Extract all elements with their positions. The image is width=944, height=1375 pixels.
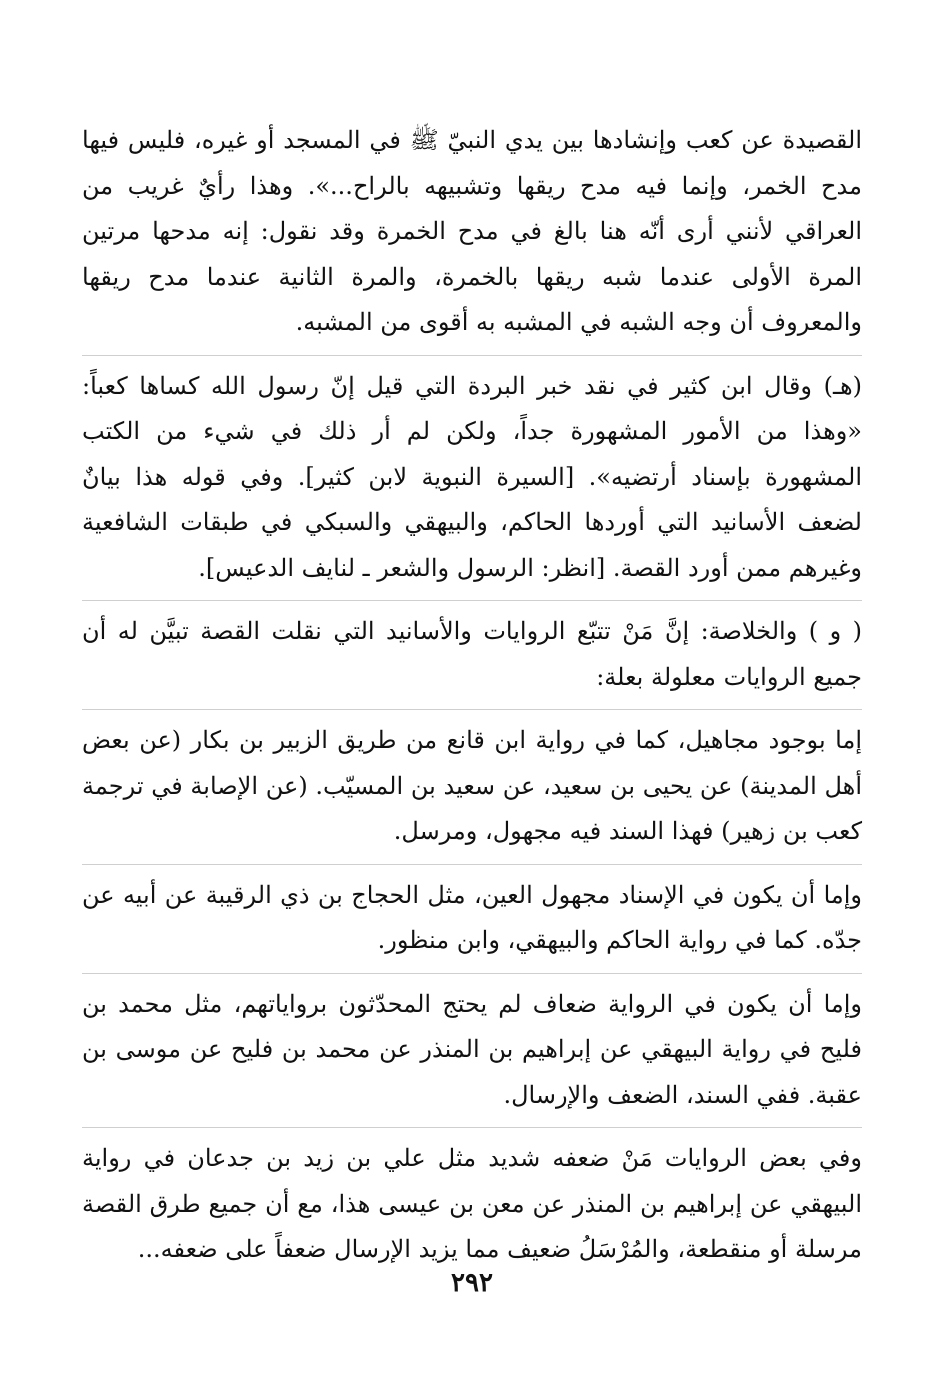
- paragraph-divider: [82, 973, 862, 974]
- paragraph-divider: [82, 864, 862, 865]
- paragraph-divider: [82, 355, 862, 356]
- paragraph-1: القصيدة عن كعب وإنشادها بين يدي النبيّ ﷺ في المسجد أو غيره، فليس فيها مدح الخمر، وإنما فيه مدح ريقها وتشبيهه بالراح...». وهذا رأيٌ غريب من العراقي لأنني أرى أنّه هنا بالغ في مدح الخمرة وقد نقول: إنه مدحها مرتين المرة الأولى عندما شبه ريقها بالخمرة، والمرة الثانية عندما مدح ريقها والمعروف أن وجه الشبه في المشبه به أقوى من المشبه.: [82, 126, 863, 336]
- page-number: ٢٩٢: [451, 1268, 493, 1298]
- paragraph-3: ( و ) والخلاصة: إنَّ مَنْ تتبّع الروايات والأسانيد التي نقلت القصة تبيَّن له أن جميع الروايات معلولة بعلة:: [82, 617, 862, 691]
- paragraph-divider: [82, 1127, 862, 1128]
- paragraph-6: وإما أن يكون في الرواية ضعاف لم يحتج المحدّثون برواياتهم، مثل محمد بن فليح في رواية البيهقي عن إبراهيم بن المنذر عن محمد بن فليح عن موسى بن عقبة. ففي السند، الضعف والإرسال.: [82, 989, 862, 1109]
- paragraph-divider: [82, 709, 862, 710]
- paragraph-7: وفي بعض الروايات مَنْ ضعفه شديد مثل علي بن زيد بن جدعان في رواية البيهقي عن إبراهيم بن المنذر عن معن بن عيسى هذا، مع أن جميع طرق القصة مرسلة أو منقطعة، والمُرْسَلُ ضعيف مما يزيد الإرسال ضعفاً على ضعفه...: [82, 1144, 862, 1263]
- paragraph-2: (هـ) وقال ابن كثير في نقد خبر البردة التي قيل إنّ رسول الله كساها كعباً: «وهذا من الأمور المشهورة جداً، ولكن لم أر ذلك في شيء من الكتب المشهورة بإسناد أرتضيه». [السيرة النبوية لابن كثير]. وفي قوله هذا بيانٌ لضعف الأسانيد التي أوردها الحاكم، والبيهقي والسبكي في طبقات الشافعية وغيرهم ممن أورد القصة. [انظر: الرسول والشعر ـ لنايف الدعيس].: [82, 371, 862, 582]
- paragraph-5: وإما أن يكون في الإسناد مجهول العين، مثل الحجاج بن ذي الرقيبة عن أبيه عن جدّه. كما في رواية الحاكم والبيهقي، وابن منظور.: [82, 880, 862, 954]
- page-body: [82, 118, 862, 1273]
- paragraph-4: إما بوجود مجاهيل، كما في رواية ابن قانع من طريق الزبير بن بكار (عن بعض أهل المدينة) عن يحيى بن سعيد، عن سعيد بن المسيّب. (عن الإصابة في ترجمة كعب بن زهير) فهذا السند فيه مجهول، ومرسل.: [82, 726, 862, 845]
- paragraph-divider: [82, 600, 862, 601]
